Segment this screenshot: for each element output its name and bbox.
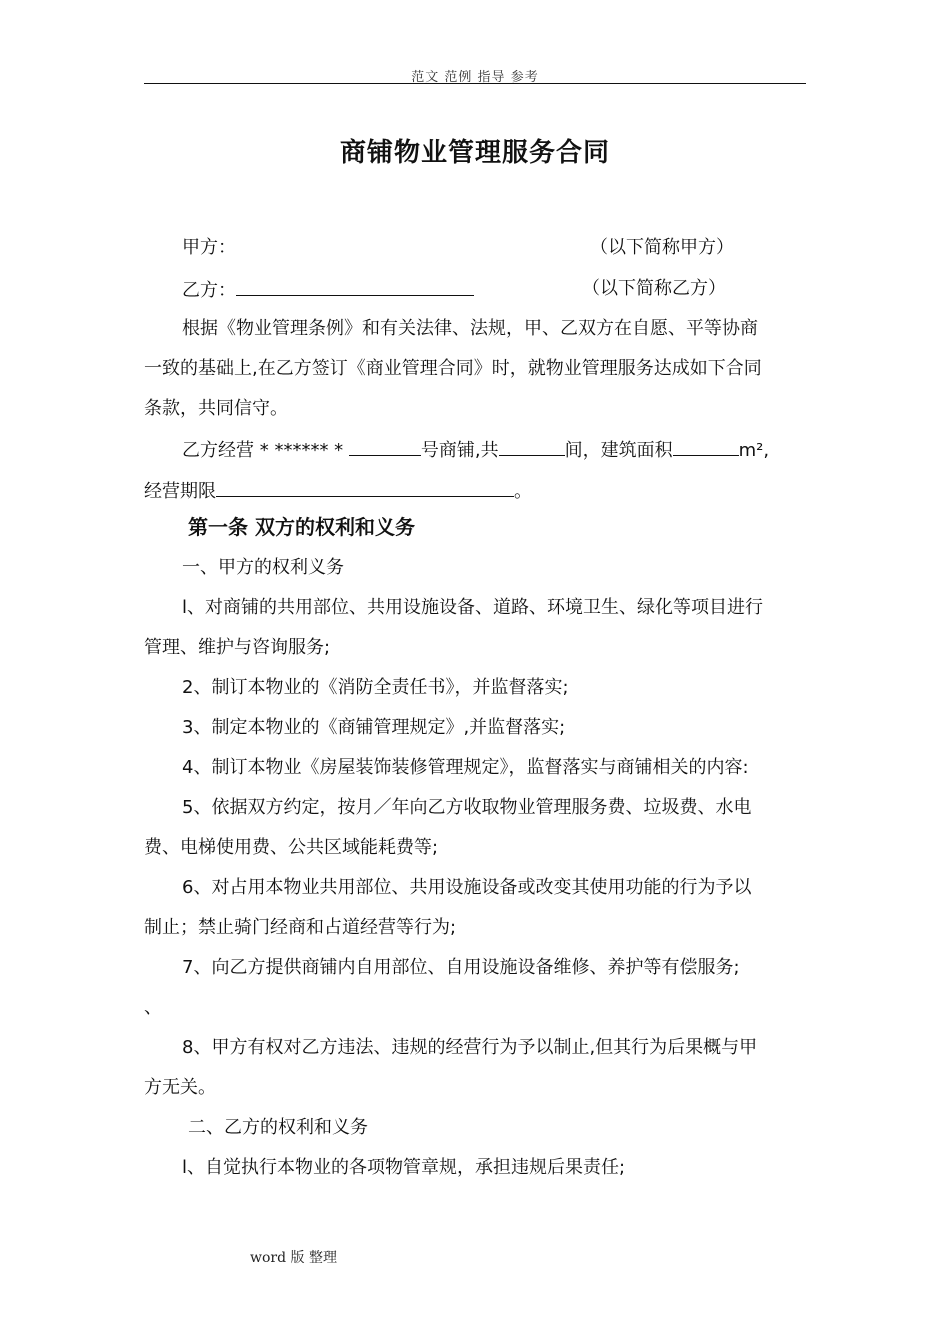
shop-number-label: 号商铺,共 bbox=[420, 440, 499, 461]
clause-a8-line-1: 8、甲方有权对乙方违法、违规的经营行为予以制止,但其行为后果概与甲 bbox=[182, 1037, 758, 1058]
rooms-label: 间，建筑面积 bbox=[564, 440, 673, 461]
clause-a8-line-2: 方无关。 bbox=[144, 1077, 216, 1098]
party-b-label: 乙方： bbox=[182, 280, 236, 301]
term-line bbox=[144, 478, 532, 504]
clause-a4: 4、制订本物业《房屋装饰装修管理规定》，监督落实与商铺相关的内容: bbox=[182, 757, 749, 778]
term-label: 经营期限 bbox=[144, 481, 216, 502]
party-b-line bbox=[182, 277, 474, 303]
clause-a1-line-1: l、对商铺的共用部位、共用设施设备、道路、环境卫生、绿化等项目进行 bbox=[182, 597, 763, 618]
shop-number-blank bbox=[349, 437, 421, 456]
clause-a1-line-2: 管理、维护与咨询服务; bbox=[144, 637, 331, 658]
article-1-heading: 第一条 双方的权利和义务 bbox=[188, 515, 415, 539]
term-end: 。 bbox=[514, 481, 532, 502]
operation-line bbox=[182, 437, 769, 463]
document-title: 商铺物业管理服务合同 bbox=[339, 138, 610, 168]
clause-a6-line-1: 6、对占用本物业共用部位、共用设施设备或改变其使用功能的行为予以 bbox=[182, 877, 752, 898]
clause-a5-line-2: 费、电梯使用费、公共区域能耗费等; bbox=[144, 837, 439, 858]
clause-a3: 3、制定本物业的《商铺管理规定》,并监督落实; bbox=[182, 717, 566, 738]
page-header: 范文 范例 指导 参考 bbox=[411, 70, 539, 85]
party-b-note: （以下简称乙方） bbox=[582, 278, 726, 299]
part-a-heading: 一、甲方的权利义务 bbox=[182, 557, 344, 578]
party-a-line bbox=[182, 236, 236, 260]
clause-a6-line-2: 制止；禁止骑门经商和占道经营等行为; bbox=[144, 917, 457, 938]
clause-a7-tail: 、 bbox=[144, 997, 162, 1018]
header-rule bbox=[144, 83, 806, 84]
preamble-line-3: 条款，共同信守。 bbox=[144, 398, 288, 419]
area-unit: m², bbox=[738, 440, 770, 461]
page-footer: word 版 整理 bbox=[250, 1250, 337, 1266]
preamble-line-2: 一致的基础上,在乙方签订《商业管理合同》时，就物业管理服务达成如下合同 bbox=[144, 358, 762, 379]
clause-a7: 7、向乙方提供商铺内自用部位、自用设施设备维修、养护等有偿服务; bbox=[182, 957, 740, 978]
clause-a5-line-1: 5、依据双方约定，按月／年向乙方收取物业管理服务费、垃圾费、水电 bbox=[182, 797, 752, 818]
preamble-line-1: 根据《物业管理条例》和有关法律、法规，甲、乙双方在自愿、平等协商 bbox=[182, 318, 758, 339]
part-b-heading: 二、乙方的权利和义务 bbox=[188, 1117, 368, 1138]
party-a-note: （以下简称甲方） bbox=[590, 237, 734, 258]
clause-b1: l、自觉执行本物业的各项物管章规，承担违规后果责任; bbox=[182, 1157, 626, 1178]
area-blank bbox=[673, 437, 739, 456]
party-a-label: 甲方： bbox=[182, 237, 236, 258]
operation-prefix: 乙方经营 * ****** * bbox=[182, 440, 349, 461]
rooms-blank bbox=[499, 437, 565, 456]
term-blank bbox=[216, 478, 514, 497]
clause-a2: 2、制订本物业的《消防全责任书》，并监督落实; bbox=[182, 677, 569, 698]
party-b-blank bbox=[236, 277, 474, 296]
